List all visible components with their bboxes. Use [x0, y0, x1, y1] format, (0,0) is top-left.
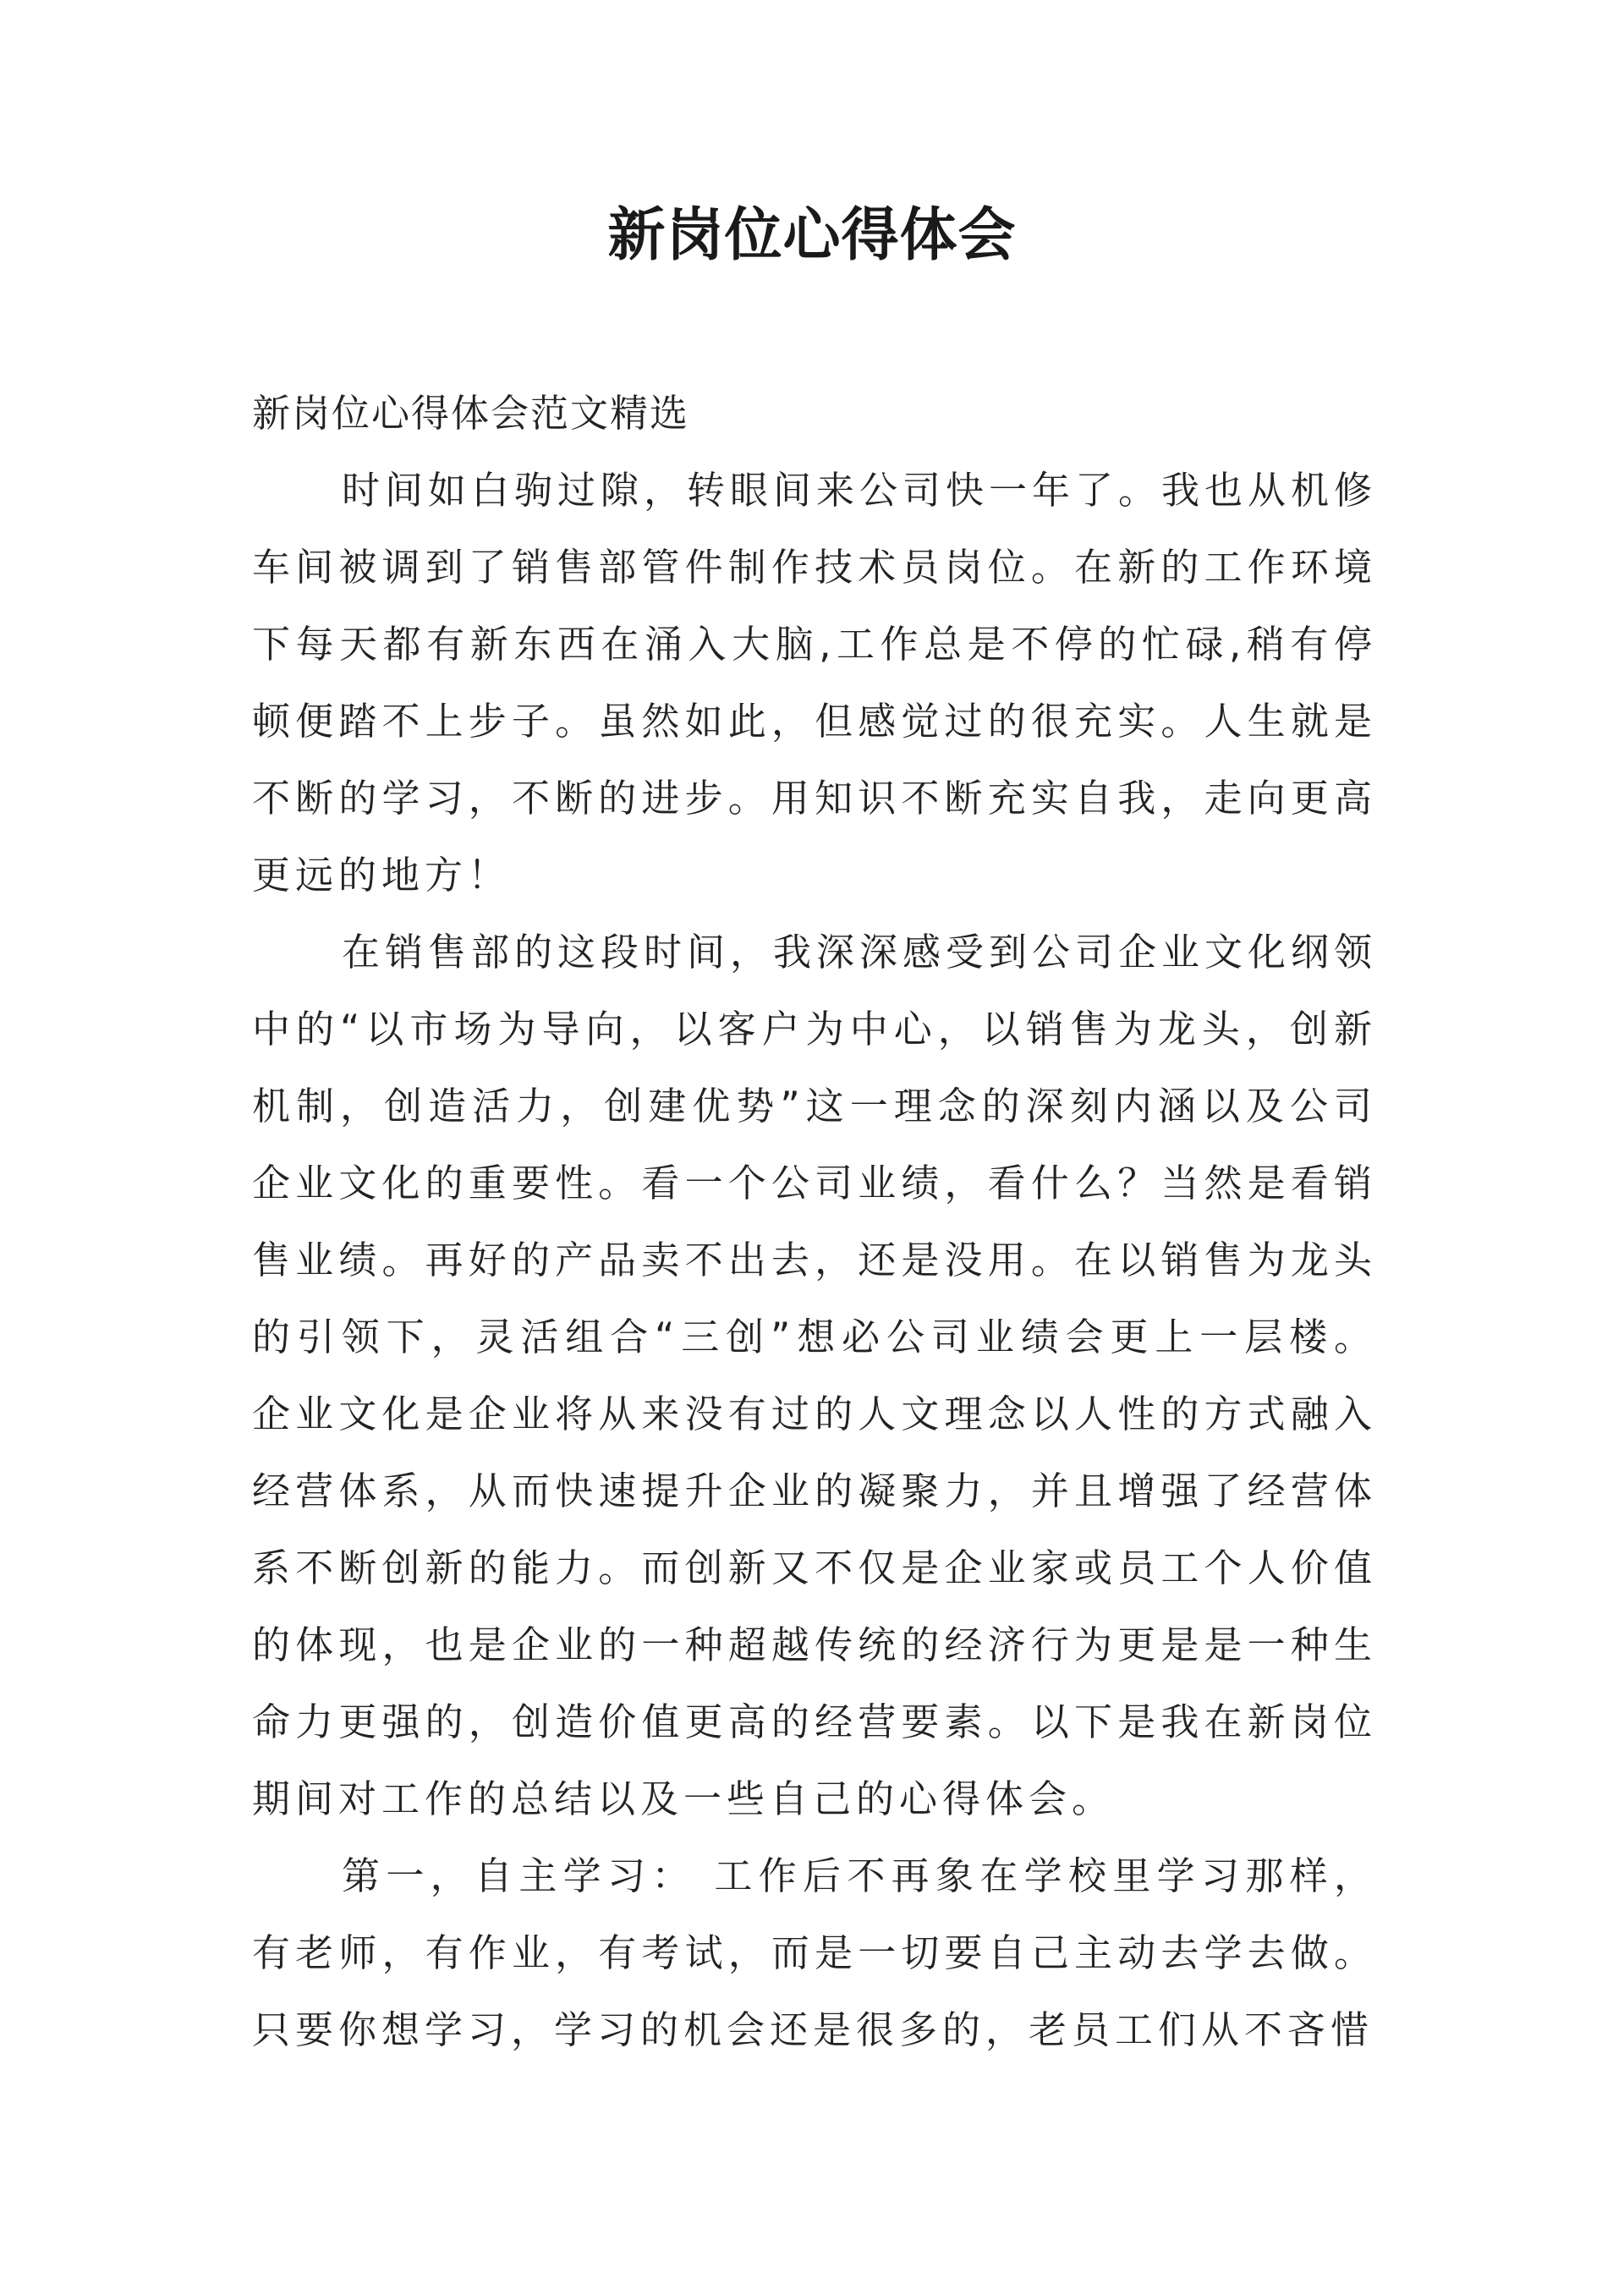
document-subtitle: 新岗位心得体会范文精选: [252, 391, 690, 436]
paragraph-2: 在销售部的这段时间，我深深感受到公司企业文化纲领中的“以市场为导向，以客户为中心，以销售为龙头，创新机制，创造活力，创建优势”这一理念的深刻内涵以及公司企业文化的重要性。看一个公司业绩，看什么？当然是看销售业绩。再好的产品卖不出去，还是没用。在以销售为龙头的引领下，灵活组合“三创”想必公司业绩会更上一层楼。企业文化是企业将从来没有过的人文理念以人性的方式融入经营体系，从而快速提升企业的凝聚力，并且增强了经营体系不断创新的能力。而创新又不仅是企业家或员工个人价值的体现，也是企业的一种超越传统的经济行为更是是一种生命力更强的，创造价值更高的经营要素。以下是我在新岗位期间对工作的总结以及一些自己的心得体会。: [252, 930, 1378, 1821]
paragraph-1: 时间如白驹过隙，转眼间来公司快一年了。我也从机修车间被调到了销售部管件制作技术员岗位。在新的工作环境下每天都有新东西在涌入大脑,工作总是不停的忙碌,稍有停顿便踏不上步子。虽然如此，但感觉过的很充实。人生就是不断的学习，不断的进步。用知识不断充实自我，走向更高更远的地方！: [252, 468, 1378, 898]
paragraph-3: 第一，自主学习： 工作后不再象在学校里学习那样，有老师，有作业，有考试，而是一切要自己主动去学去做。只要你想学习，学习的机会还是很多的，老员工们从不吝惜: [252, 1853, 1377, 2052]
document-title: 新岗位心得体会: [607, 201, 1017, 269]
document-body: [252, 375, 1377, 2068]
